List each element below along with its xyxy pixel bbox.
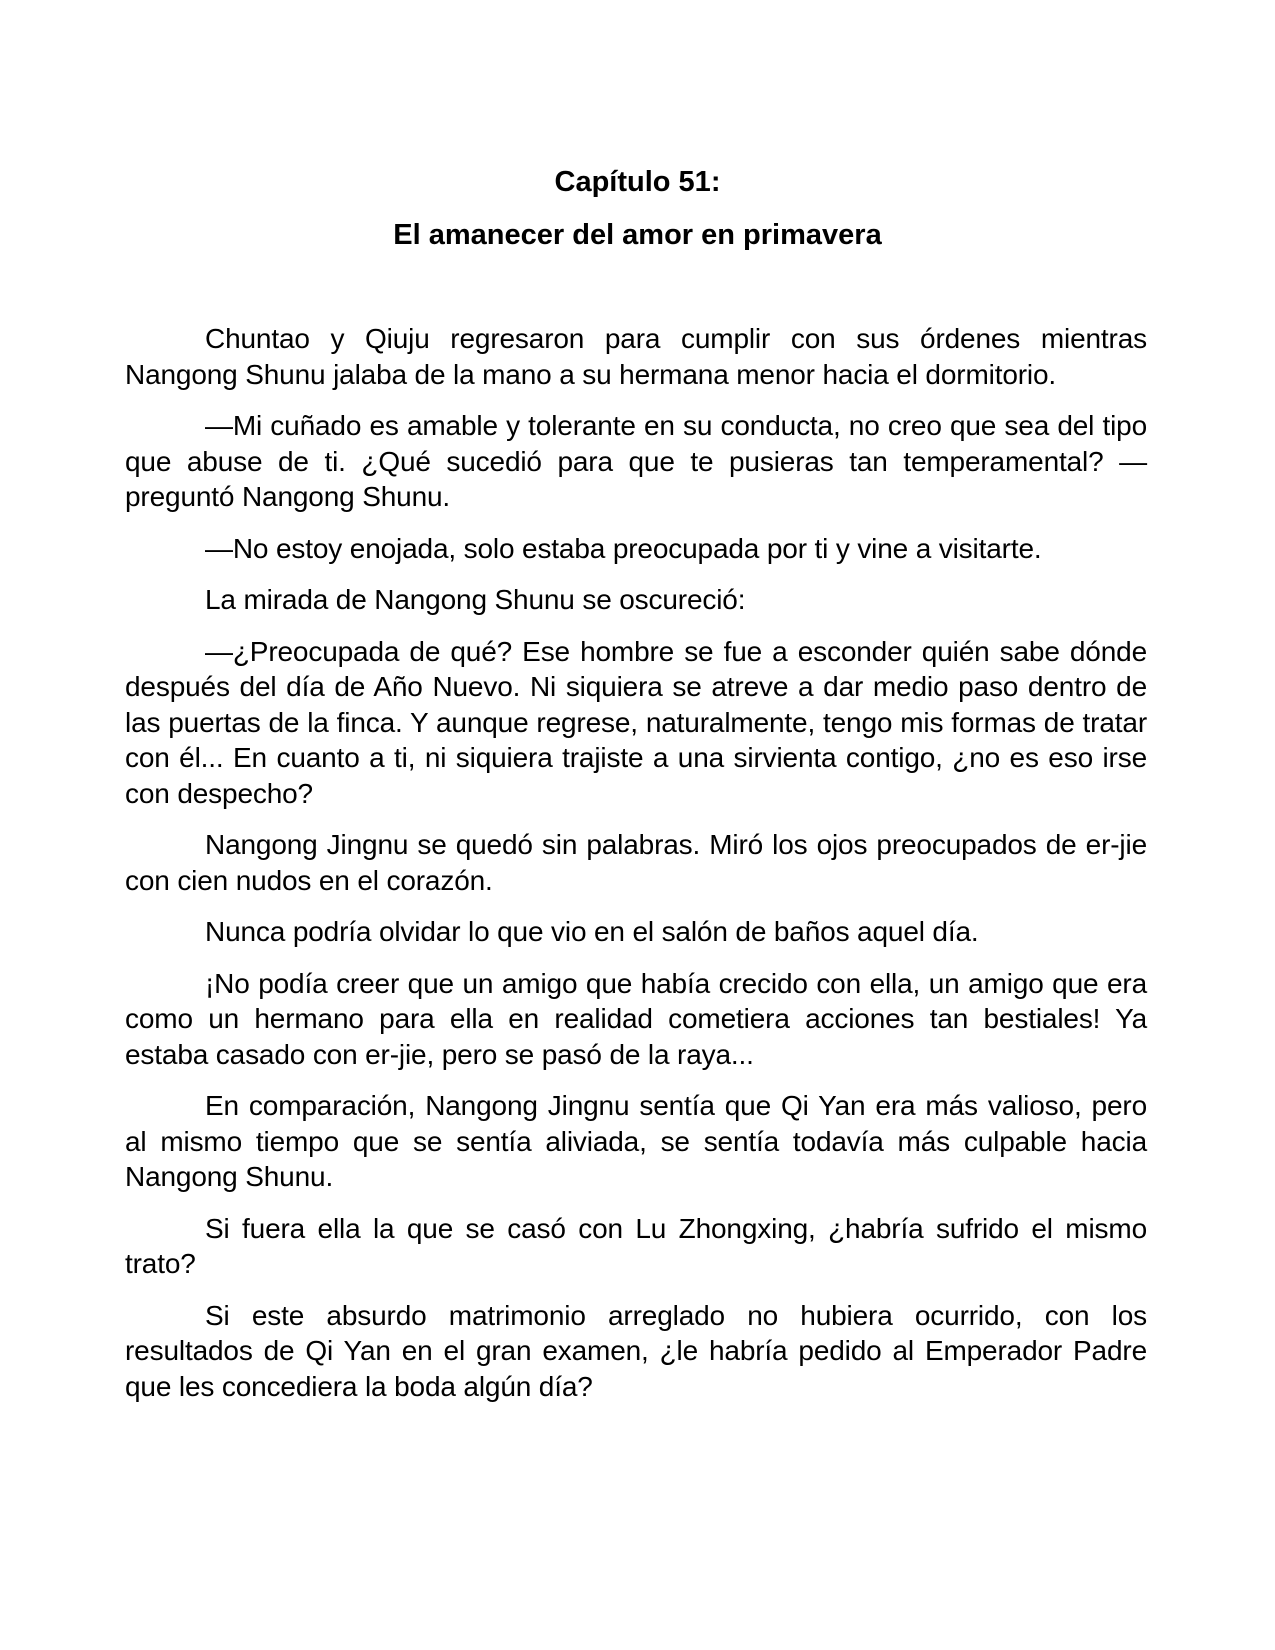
paragraph: ¡No podía creer que un amigo que había crecido con ella, un amigo que era como un hermano para ella en realidad cometiera acciones tan bestiales! Ya estaba casado con er-jie, pero se pasó de la raya... [125,967,1147,1070]
paragraph: —Mi cuñado es amable y tolerante en su conducta, no creo que sea del tipo que abuse de ti. ¿Qué sucedió para que te pusieras tan temperamental? —preguntó Nangong Shunu. [125,410,1147,512]
paragraph: Nunca podría olvidar lo que vio en el salón de baños aquel día. [205,916,979,947]
paragraph: La mirada de Nangong Shunu se oscureció: [205,584,746,615]
paragraph: Chuntao y Qiuju regresaron para cumplir con sus órdenes mientras Nangong Shunu jalaba de la mano a su hermana menor hacia el dormitorio. [125,323,1147,390]
paragraph: —¿Preocupada de qué? Ese hombre se fue a esconder quién sabe dónde después del día de Año Nuevo. Ni siquiera se atreve a dar medio paso dentro de las puertas de la finca. Y aunque regrese, naturalmente, tengo mis formas de tratar con él... En cuanto a ti, ni siquiera trajiste a una sirvienta contigo, ¿no es eso irse con despecho? [125,635,1147,809]
chapter-number: Capítulo 51: [554,166,721,198]
paragraph: En comparación, Nangong Jingnu sentía que Qi Yan era más valioso, pero al mismo tiempo que se sentía aliviada, se sentía todavía más culpable hacia Nangong Shunu. [125,1090,1147,1192]
paragraph: Si fuera ella la que se casó con Lu Zhongxing, ¿habría sufrido el mismo trato? [125,1212,1147,1279]
chapter-body [125,321,1147,1420]
paragraph: Si este absurdo matrimonio arreglado no hubiera ocurrido, con los resultados de Qi Yan en el gran examen, ¿le habría pedido al Emperador Padre que les concediera la boda algún día? [125,1299,1147,1402]
chapter-title: El amanecer del amor en primavera [393,219,882,251]
paragraph: —No estoy enojada, solo estaba preocupada por ti y vine a visitarte. [205,532,1042,564]
paragraph: Nangong Jingnu se quedó sin palabras. Miró los ojos preocupados de er-jie con cien nudos en el corazón. [125,829,1147,896]
